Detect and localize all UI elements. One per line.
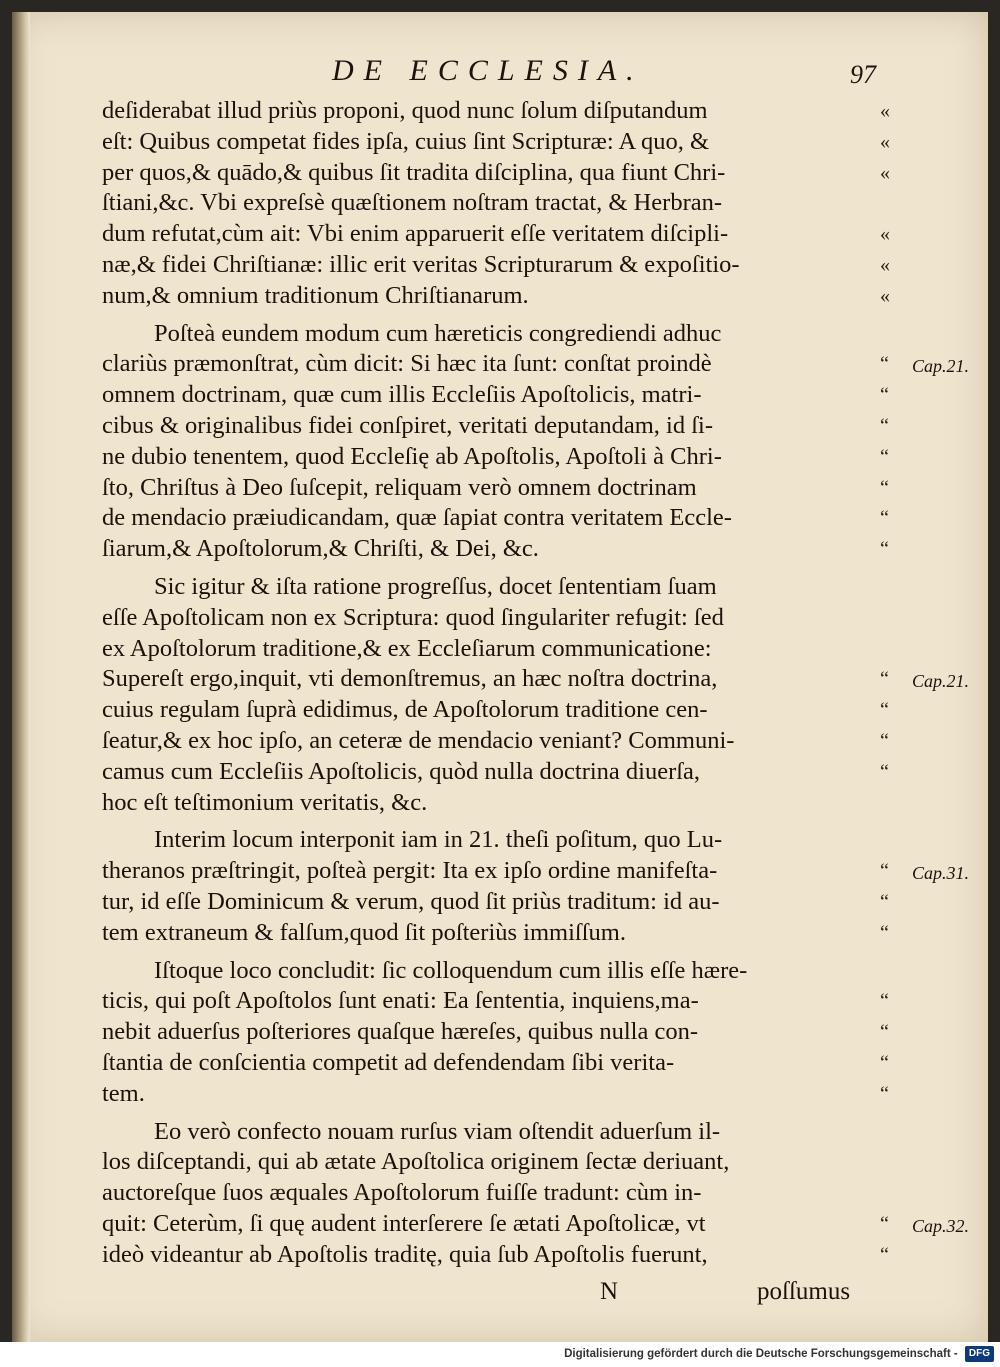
body-text	[102, 96, 970, 1309]
line-text: los diſceptandi, qui ab ætate Apoſtolica originem ſectæ deriuant,	[102, 1148, 730, 1176]
line-text: Poſteà eundem modum cum hæreticis congrediendi adhuc	[154, 319, 722, 347]
quotation-mark: “	[880, 476, 889, 499]
text-line	[102, 918, 892, 949]
paragraph	[102, 572, 970, 818]
line-text: Iſtoque loco concludit: ſic colloquendum cum illis eſſe hære-	[154, 956, 748, 984]
quotation-mark: “	[880, 1021, 889, 1044]
line-text: cibus & originalibus fidei conſpiret, veritati deputandam, id ſi-	[102, 411, 713, 439]
line-text: eſſe Apoſtolicam non ex Scriptura: quod ſingulariter refugit: ſed	[102, 603, 724, 631]
text-line	[102, 695, 892, 726]
quotation-mark: «	[880, 130, 890, 153]
text-line	[102, 380, 892, 411]
quotation-mark: “	[880, 699, 889, 722]
quotation-mark: “	[880, 353, 889, 376]
line-text: dum refutat,cùm ait: Vbi enim apparuerit eſſe veritatem diſcipli-	[102, 220, 729, 248]
book-spine	[12, 12, 30, 1342]
line-text: ſiarum,& Apoſtolorum,& Chriſti, & Dei, &c.	[102, 535, 539, 563]
line-text: ſtantia de conſcientia competit ad defendendam ſibi verita-	[102, 1048, 675, 1076]
dfg-logo-icon: DFG	[965, 1346, 994, 1362]
text-line	[102, 281, 892, 312]
line-text: tem extraneum & falſum,quod ſit poſteriùs immiſſum.	[102, 918, 626, 946]
paragraph	[102, 956, 892, 1110]
text-line	[102, 856, 970, 887]
line-text: eſt: Quibus competat fides ipſa, cuius ſint Scripturæ: A quo, &	[102, 127, 709, 155]
text-line	[102, 503, 892, 534]
line-text: deſiderabat illud priùs proponi, quod nunc ſolum diſputandum	[102, 97, 708, 124]
text-line	[102, 250, 892, 281]
line-text: Eo verò confecto nouam rurſus viam oſtendit aduerſum il-	[154, 1117, 721, 1145]
book-page	[12, 12, 988, 1342]
text-line	[102, 1079, 892, 1110]
paragraph	[102, 319, 970, 565]
text-line	[102, 757, 892, 788]
text-line	[102, 1017, 892, 1048]
catchword: poſſumus	[757, 1278, 851, 1306]
line-text: tem.	[102, 1079, 145, 1107]
line-text: hoc eſt teſtimonium veritatis, &c.	[102, 788, 428, 816]
quotation-mark: “	[880, 890, 889, 913]
paragraph	[102, 1117, 970, 1271]
line-text: auctoreſque ſuos æquales Apoſtolorum fuiſſe tradunt: cùm in-	[102, 1179, 702, 1207]
line-text: Interim locum interponit iam in 21. theſi poſitum, quo Lu-	[154, 826, 723, 854]
quotation-mark: “	[880, 1243, 889, 1266]
signature-mark: N	[600, 1278, 619, 1306]
quotation-mark: “	[880, 507, 889, 530]
text-line	[102, 788, 892, 819]
catchline	[102, 1277, 892, 1309]
quotation-mark: “	[880, 414, 889, 437]
text-line	[102, 319, 892, 350]
quotation-mark: «	[880, 161, 890, 184]
line-text: ex Apoſtolorum traditione,& ex Eccleſiarum communicatione:	[102, 634, 712, 662]
text-line	[102, 534, 892, 565]
quotation-mark: “	[880, 538, 889, 561]
text-line	[102, 188, 892, 219]
quotation-mark: “	[880, 1051, 889, 1074]
text-line	[102, 1209, 970, 1240]
line-text: quit: Ceterùm, ſi quę audent interſerere ſe ætati Apoſtolicæ, vt	[102, 1209, 706, 1237]
line-text: ſto, Chriſtus à Deo ſuſcepit, reliquam verò omnem doctrinam	[102, 473, 697, 501]
text-line	[102, 158, 892, 189]
text-line	[102, 825, 892, 856]
text-line	[102, 411, 892, 442]
line-text: næ,& fidei Chriſtianæ: illic erit veritas Scripturarum & expoſitio-	[102, 250, 740, 278]
quotation-mark: “	[880, 445, 889, 468]
text-line	[102, 473, 892, 504]
page-number: 97	[850, 60, 876, 89]
quotation-mark: “	[880, 729, 889, 752]
text-line	[102, 1048, 892, 1079]
line-text: per quos,& quādo,& quibus ſit tradita diſciplina, qua fiunt Chri-	[102, 158, 726, 186]
line-text: num,& omnium traditionum Chriſtianarum.	[102, 281, 529, 309]
text-line	[102, 1117, 892, 1148]
digitization-footer	[0, 1342, 1000, 1367]
quotation-mark: “	[880, 921, 889, 944]
margin-note: Cap.32.	[912, 1215, 970, 1236]
paragraph	[102, 825, 970, 948]
text-line	[102, 664, 970, 695]
text-line	[102, 726, 892, 757]
quotation-mark: «	[880, 284, 890, 307]
line-text: nebit aduerſus poſteriores quaſque hæreſes, quibus nulla con-	[102, 1018, 699, 1046]
text-line	[102, 634, 892, 665]
text-line	[102, 603, 892, 634]
quotation-mark: «	[880, 253, 890, 276]
text-line	[102, 956, 892, 987]
running-head: DE ECCLESIA.	[332, 54, 644, 87]
line-text: ſtiani,&c. Vbi expreſsè quæſtionem noſtram tractat, & Herbran-	[102, 189, 723, 217]
quotation-mark: “	[880, 1212, 889, 1235]
margin-note: Cap.21.	[912, 671, 970, 692]
text-line	[102, 219, 892, 250]
text-line	[102, 986, 892, 1017]
line-text: de mendacio præiudicandam, quæ ſapiat contra veritatem Eccle-	[102, 504, 732, 532]
line-text: camus cum Eccleſiis Apoſtolicis, quòd nulla doctrina diuerſa,	[102, 757, 701, 785]
line-text: tur, id eſſe Dominicum & verum, quod ſit priùs traditum: id au-	[102, 887, 720, 915]
line-text: ticis, qui poſt Apoſtolos ſunt enati: Ea ſententia, inquiens,ma-	[102, 987, 699, 1015]
quotation-mark: “	[880, 384, 889, 407]
margin-note: Cap.31.	[912, 863, 970, 884]
quotation-mark: «	[880, 100, 890, 122]
line-text: ſeatur,& ex hoc ipſo, an ceteræ de mendacio veniant? Communi-	[102, 726, 735, 754]
text-line	[102, 887, 892, 918]
text-line	[102, 96, 892, 127]
paragraph	[102, 96, 892, 312]
quotation-mark: «	[880, 223, 890, 246]
quotation-mark: “	[880, 1082, 889, 1105]
text-line	[102, 1178, 892, 1209]
line-text: omnem doctrinam, quæ cum illis Eccleſiis Apoſtolicis, matri-	[102, 381, 702, 409]
text-line	[102, 572, 892, 603]
text-line	[102, 442, 892, 473]
text-line	[102, 1240, 892, 1271]
quotation-mark: “	[880, 668, 889, 691]
quotation-mark: “	[880, 860, 889, 883]
line-text: ideò videantur ab Apoſtolis traditę, quia ſub Apoſtolis fuerunt,	[102, 1240, 708, 1268]
line-text: Supereſt ergo,inquit, vti demonſtremus, an hæc noſtra doctrina,	[102, 665, 718, 693]
footer-credit: Digitalisierung gefördert durch die Deutsche Forschungsgemeinschaft -	[564, 1348, 958, 1360]
line-text: Sic igitur & iſta ratione progreſſus, docet ſententiam ſuam	[154, 572, 717, 600]
line-text: clariùs præmonſtrat, cùm dicit: Si hæc ita ſunt: conſtat proindè	[102, 350, 712, 378]
quotation-mark: “	[880, 760, 889, 783]
text-line	[102, 1147, 892, 1178]
text-line	[102, 349, 970, 380]
line-text: ne dubio tenentem, quod Eccleſię ab Apoſtolis, Apoſtoli à Chri-	[102, 442, 722, 470]
quotation-mark: “	[880, 990, 889, 1013]
margin-note: Cap.21.	[912, 356, 970, 377]
text-line	[102, 127, 892, 158]
line-text: theranos præſtringit, poſteà pergit: Ita ex ipſo ordine manifeſta-	[102, 857, 718, 885]
line-text: cuius regulam ſuprà edidimus, de Apoſtolorum traditione cen-	[102, 696, 708, 724]
